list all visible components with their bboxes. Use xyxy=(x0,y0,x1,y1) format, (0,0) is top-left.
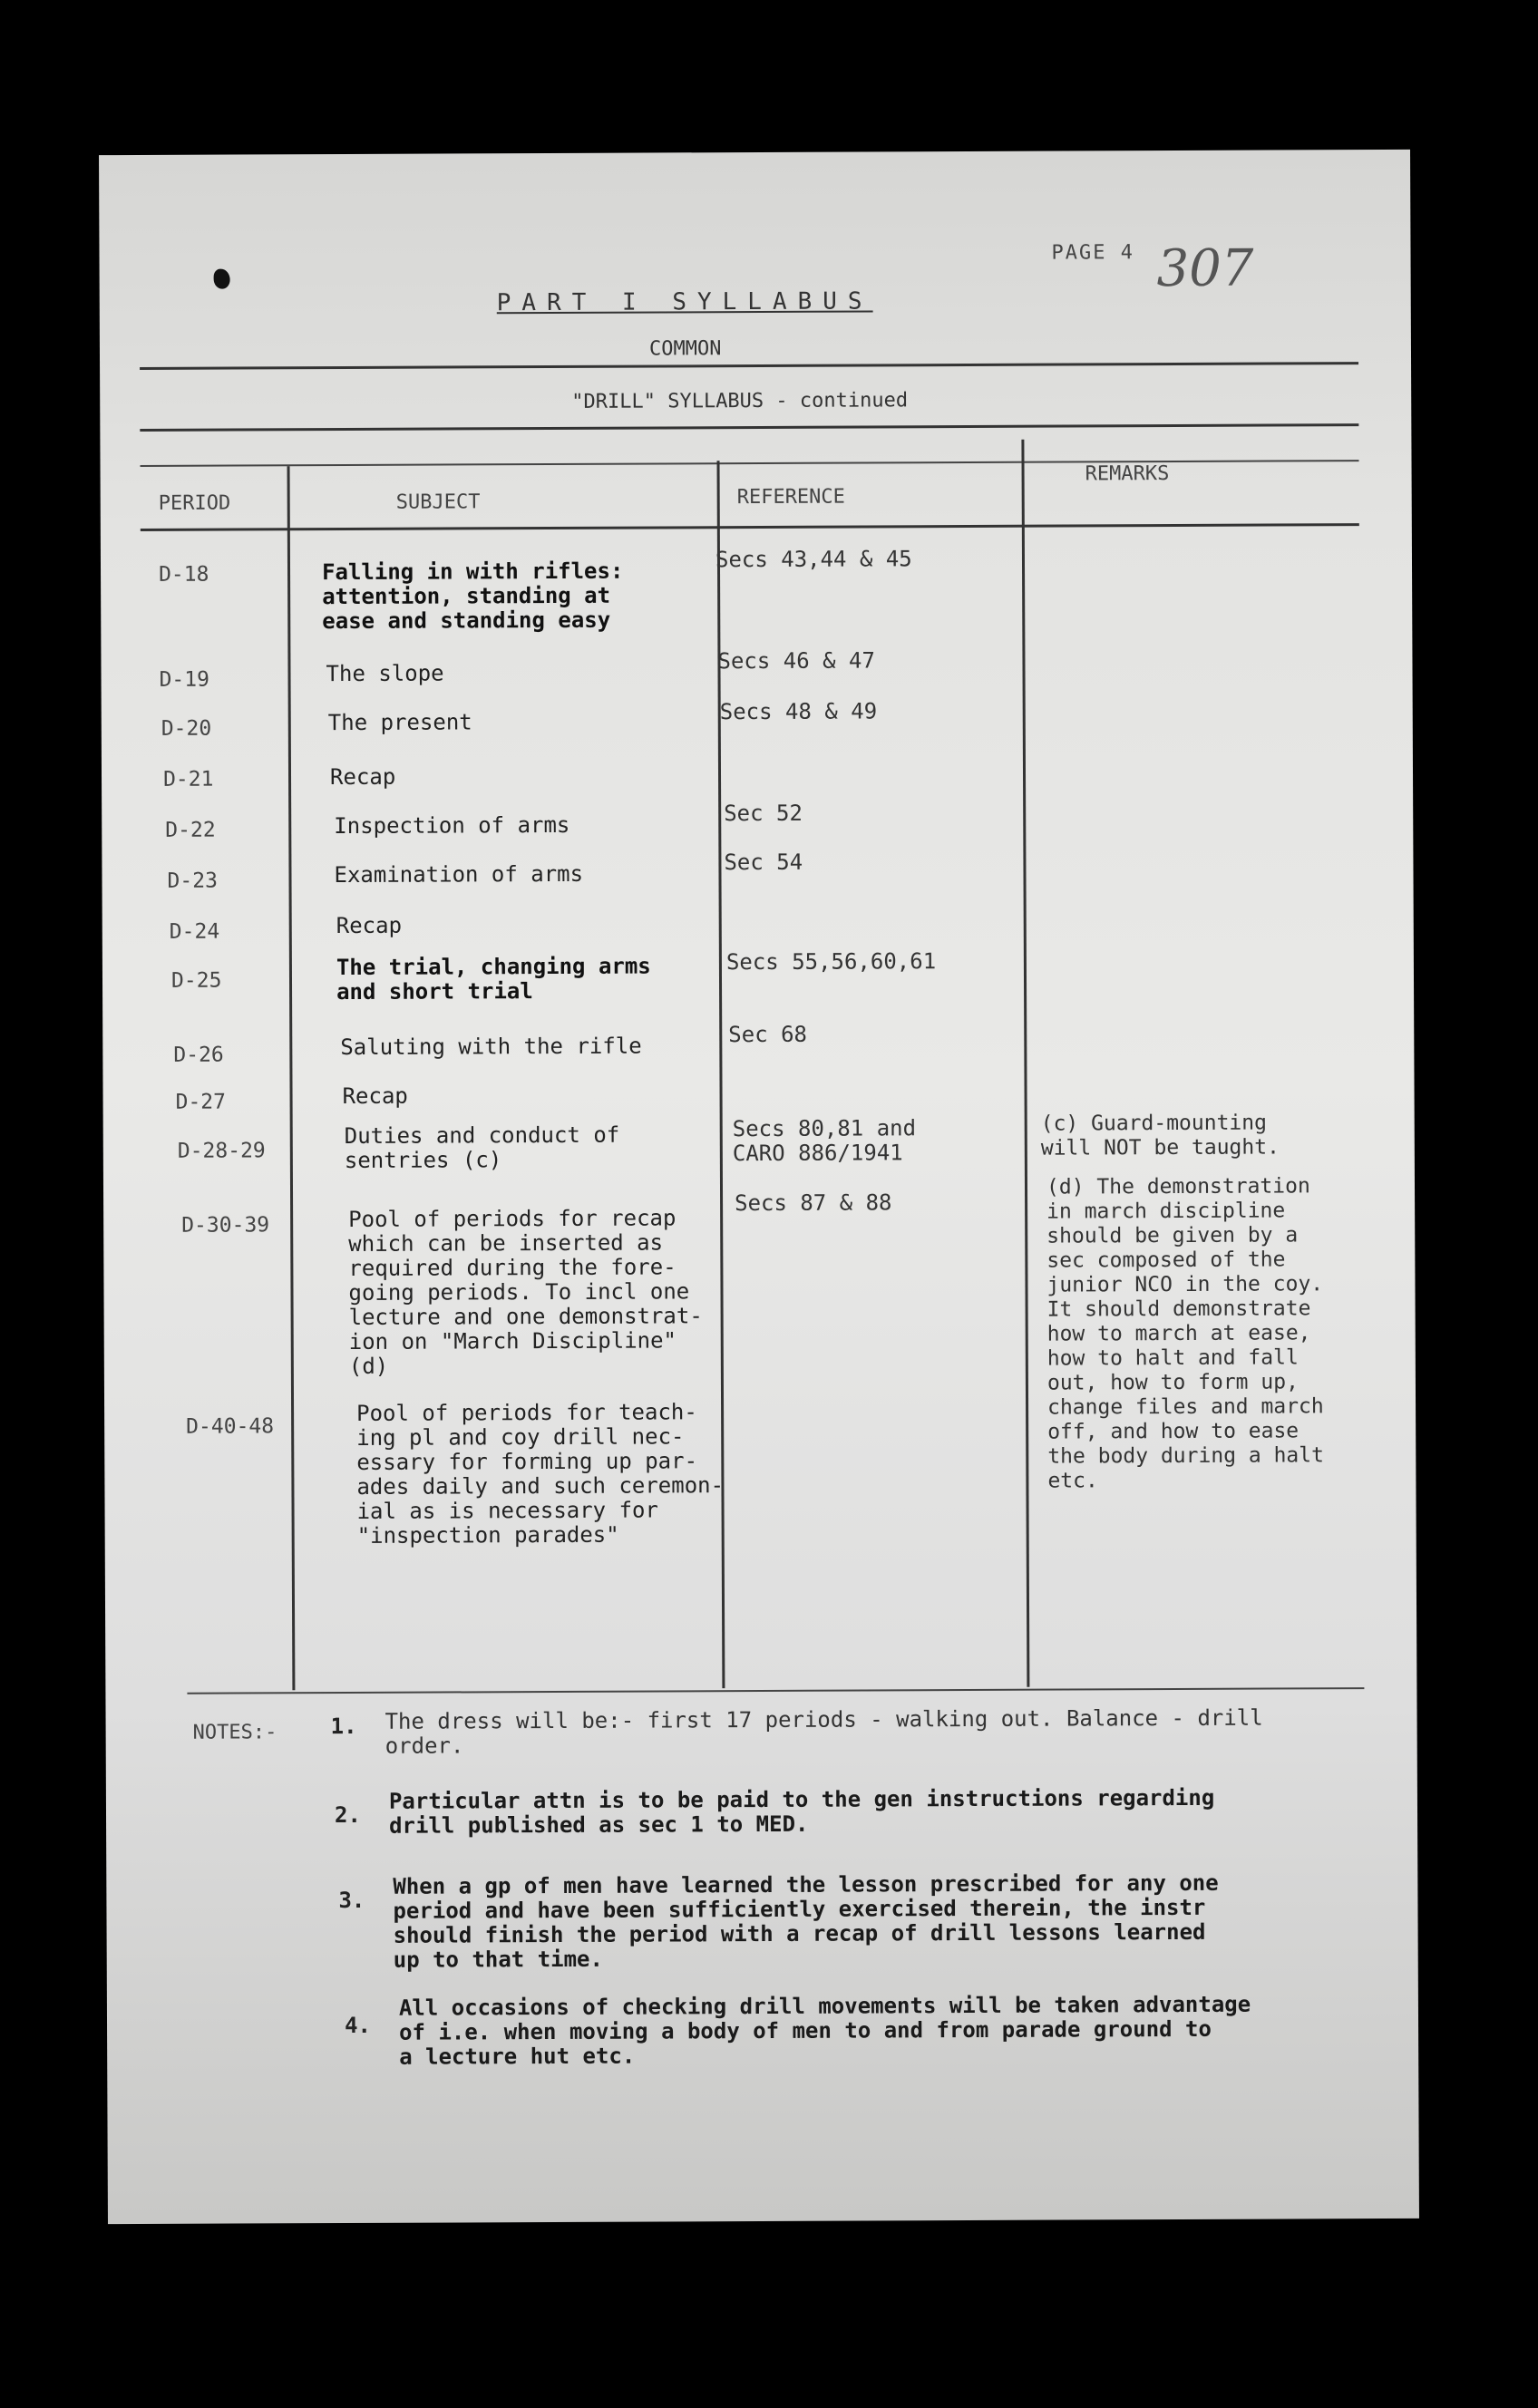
row-subject: Duties and conduct of sentries (c) xyxy=(344,1121,620,1173)
row-period: D-19 xyxy=(159,667,210,692)
col-header-reference: REFERENCE xyxy=(736,485,845,510)
rule xyxy=(140,362,1358,370)
note-text: All occasions of checking drill movements will be taken advantage of i.e. when moving a body of men to and from parade ground to a lecture hut etc. xyxy=(398,1991,1251,2070)
row-subject: Examination of arms xyxy=(334,860,584,888)
row-period: D-22 xyxy=(165,818,216,842)
ink-blot xyxy=(214,269,230,289)
row-subject: Inspection of arms xyxy=(334,811,570,840)
note-text: When a gp of men have learned the lesson prescribed for any one period and have been sufficiently exercised therein, the instr should finish the period with a recap of drill lessons learned up to that time. xyxy=(393,1869,1219,1973)
note-text: The dress will be:- first 17 periods - walking out. Balance - drill order. xyxy=(384,1704,1263,1759)
page-label: PAGE 4 xyxy=(1051,241,1135,265)
remark-c: (c) Guard-mounting will NOT be taught. xyxy=(1040,1111,1280,1160)
row-reference: Secs 46 & 47 xyxy=(717,647,875,675)
column-divider xyxy=(1021,440,1029,1687)
row-period: D-21 xyxy=(162,767,214,791)
folio-number: 307 xyxy=(1156,238,1254,299)
row-subject: Recap xyxy=(329,763,396,791)
table-header-rule xyxy=(141,523,1359,531)
note-number: 2. xyxy=(334,1801,361,1829)
row-reference: Secs 48 & 49 xyxy=(719,698,878,725)
table-bottom-rule xyxy=(187,1687,1364,1694)
note-number: 3. xyxy=(338,1887,365,1914)
row-reference: Sec 54 xyxy=(724,849,803,876)
row-reference: Secs 55,56,60,61 xyxy=(725,948,937,976)
col-header-subject: SUBJECT xyxy=(395,490,481,514)
row-period: D-25 xyxy=(170,968,222,993)
row-subject: The slope xyxy=(326,660,444,687)
col-header-period: PERIOD xyxy=(158,491,231,515)
note-number: 4. xyxy=(344,2012,371,2039)
row-reference: Sec 52 xyxy=(724,800,803,827)
remark-d: (d) The demonstration in march discipline should be given by a sec composed of the junior NCO in the coy. It should demonstrate how to march at ease, how to halt and fall out, how to form up, change files and march off, and how to ease the body during a halt etc. xyxy=(1046,1174,1324,1493)
row-subject: Pool of periods for recap which can be inserted as required during the fore- going periods. To incl one lecture and one demonstrat- ion on "March Discipline" (d) xyxy=(348,1205,703,1379)
row-period: D-23 xyxy=(167,869,218,893)
row-subject: The trial, changing arms and short trial xyxy=(336,953,651,1005)
rule xyxy=(140,423,1358,432)
row-subject: Saluting with the rifle xyxy=(340,1033,642,1061)
table-top-rule xyxy=(141,460,1359,467)
row-period: D-20 xyxy=(161,716,212,741)
row-period: D-40-48 xyxy=(186,1414,275,1439)
row-period: D-28-29 xyxy=(177,1139,266,1163)
row-subject: The present xyxy=(327,709,472,736)
column-divider xyxy=(287,466,296,1690)
page-title: PART I SYLLABUS xyxy=(496,287,873,317)
row-reference: Secs 87 & 88 xyxy=(735,1189,892,1217)
row-subject: Recap xyxy=(342,1083,408,1110)
row-subject: Pool of periods for teach- ing pl and coy drill nec- essary for forming up par- ades daily and such ceremon- ial as is necessary for "inspection parades" xyxy=(356,1399,725,1549)
row-subject: Recap xyxy=(336,912,403,939)
row-period: D-24 xyxy=(169,919,220,944)
row-period: D-18 xyxy=(158,562,209,587)
row-subject: Falling in with rifles: attention, standing at ease and standing easy xyxy=(321,558,624,635)
document-page xyxy=(99,150,1419,2224)
row-reference: Secs 80,81 and CARO 886/1941 xyxy=(732,1115,917,1167)
row-reference: Sec 68 xyxy=(728,1021,808,1048)
note-text: Particular attn is to be paid to the gen instructions regarding drill published as sec 1 to MED. xyxy=(388,1784,1215,1839)
row-period: D-30-39 xyxy=(181,1213,270,1238)
section-heading: "DRILL" SYLLABUS - continued xyxy=(571,389,909,413)
row-period: D-26 xyxy=(173,1043,224,1067)
row-period: D-27 xyxy=(175,1090,227,1114)
row-reference: Secs 43,44 & 45 xyxy=(715,546,912,573)
page-subtitle: COMMON xyxy=(648,337,722,361)
note-number: 1. xyxy=(330,1713,357,1740)
notes-label: NOTES:- xyxy=(192,1721,277,1744)
col-header-remarks: REMARKS xyxy=(1085,462,1170,486)
